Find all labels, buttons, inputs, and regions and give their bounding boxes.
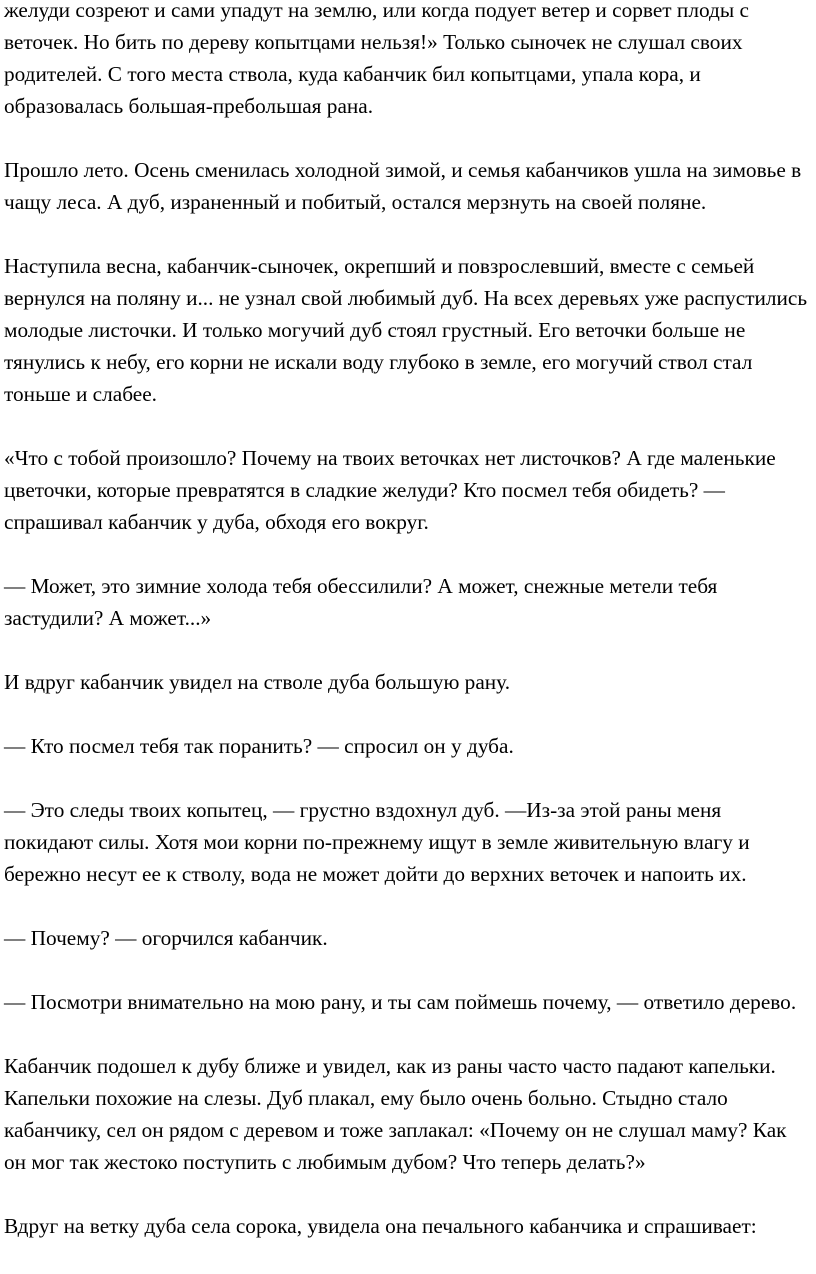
paragraph-12: Вдруг на ветку дуба села сорока, увидела она печального кабанчика и спрашивает: xyxy=(4,1214,757,1238)
paragraph-5: — Может, это зимние холода тебя обессилили? А может, снежные метели тебя застудили? А может...» xyxy=(4,574,718,630)
paragraph-2: Прошло лето. Осень сменилась холодной зимой, и семья кабанчиков ушла на зимовье в чащу леса. А дуб, израненный и побитый, остался мерзнуть на своей поляне. xyxy=(4,158,802,214)
paragraph-7: — Кто посмел тебя так поранить? — спросил он у дуба. xyxy=(4,734,514,758)
paragraph-9: — Почему? — огорчился кабанчик. xyxy=(4,926,328,950)
paragraph-1: желуди созреют и сами упадут на землю, или когда подует ветер и сорвет плоды с веточек. Но бить по дереву копытцами нельзя!» Только сыночек не слушал своих родителей. С того места ствола, куда кабанчик бил копытцами, упала кора, и образовалась большая-пребольшая рана. xyxy=(4,0,749,118)
paragraph-10: — Посмотри внимательно на мою рану, и ты сам поймешь почему, — ответило дерево. xyxy=(4,990,797,1014)
paragraph-3: Наступила весна, кабанчик-сыночек, окрепший и повзрослевший, вместе с семьей вернулся на поляну и... не узнал свой любимый дуб. На всех деревьях уже распустились молодые листочки. И только могучий дуб стоял грустный. Его веточки больше не тянулись к небу, его корни не искали воду глубоко в земле, его могучий ствол стал тоньше и слабее. xyxy=(4,254,808,406)
paragraph-8: — Это следы твоих копытец, — грустно вздохнул дуб. —Из-за этой раны меня покидают силы. Хотя мои корни по-прежнему ищут в земле живительную влагу и бережно несут ее к стволу, вода не может дойти до верхних веточек и напоить их. xyxy=(4,798,750,886)
paragraph-4: «Что с тобой произошло? Почему на твоих веточках нет листочков? А где маленькие цветочки, которые превратятся в сладкие желуди? Кто посмел тебя обидеть? — спрашивал кабанчик у дуба, обходя его вокруг. xyxy=(4,446,776,534)
story-text xyxy=(4,0,812,1274)
paragraph-6: И вдруг кабанчик увидел на стволе дуба большую рану. xyxy=(4,670,511,694)
paragraph-11: Кабанчик подошел к дубу ближе и увидел, как из раны часто часто падают капельки. Капельки похожие на слезы. Дуб плакал, ему было очень больно. Стыдно стало кабанчику, сел он рядом с деревом и тоже заплакал: «Почему он не слушал маму? Как он мог так жестоко поступить с любимым дубом? Что теперь делать?» xyxy=(4,1054,787,1174)
